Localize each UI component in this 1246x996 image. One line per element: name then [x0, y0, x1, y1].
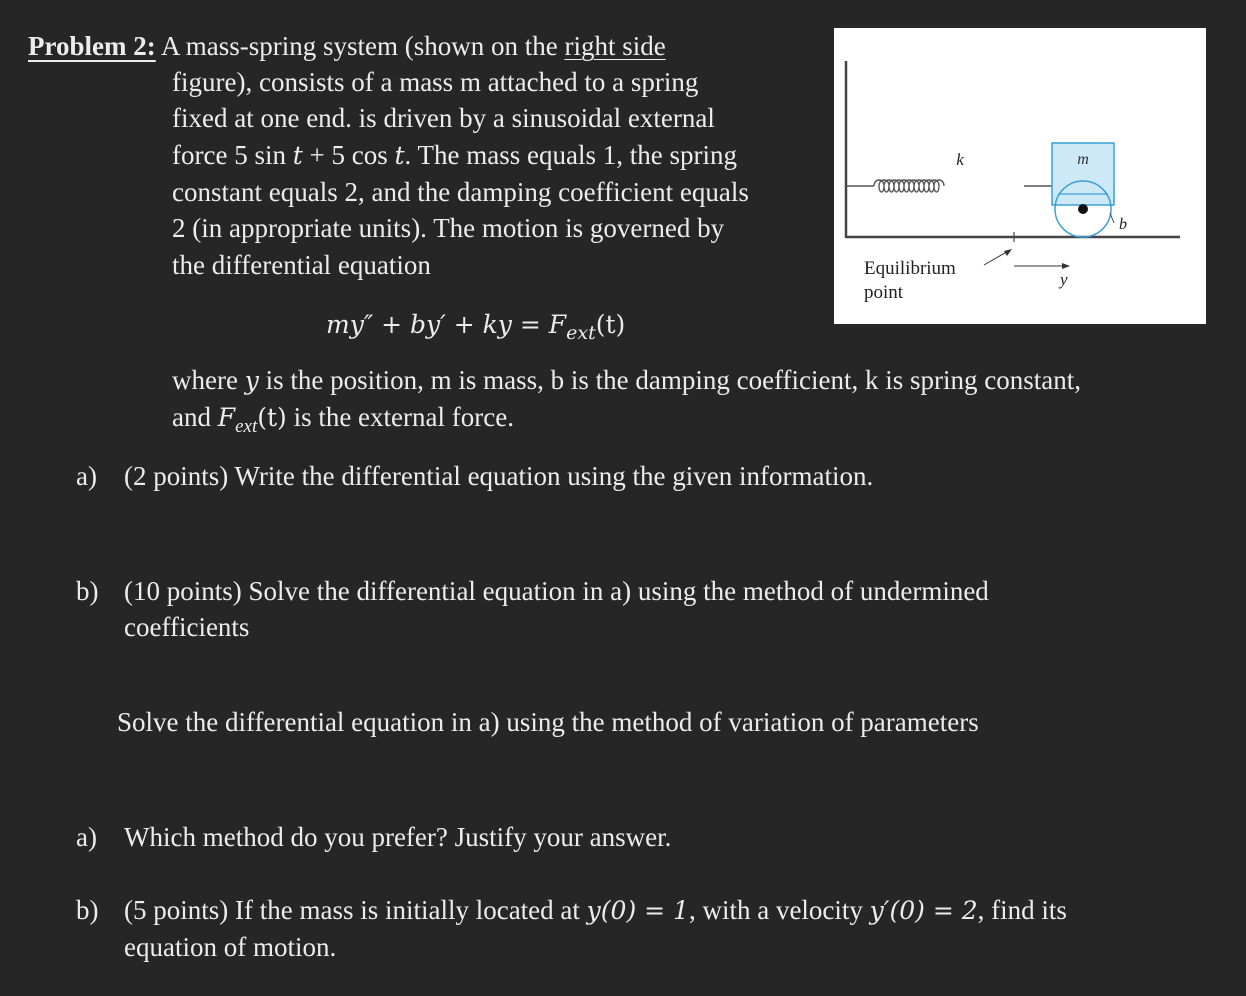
wheel-axle — [1078, 204, 1088, 214]
equilibrium-pointer-head — [1004, 249, 1012, 256]
point-label: point — [864, 282, 904, 303]
q3-label: a) — [76, 822, 97, 852]
equation-arg: (t) — [595, 310, 626, 339]
q4-tail: , find its — [977, 895, 1067, 925]
where-line — [172, 362, 1081, 399]
where-var: y — [244, 366, 259, 395]
problem-line-3: constant equals 2, and the damping coefficient equals — [172, 177, 749, 207]
q2-text-line1: (10 points) Solve the differential equation in a) using the method of undermined — [124, 576, 989, 606]
mass-label: m — [1077, 151, 1089, 168]
where-lead: where — [172, 365, 245, 395]
right-side-link[interactable]: right side — [564, 31, 666, 61]
and-lead: and — [172, 402, 218, 432]
force-mid: + 5 cos — [302, 140, 395, 170]
problem-heading-line — [28, 28, 666, 64]
q1-text: (2 points) Write the differential equation using the given information. — [124, 461, 874, 491]
and-rest: is the external force. — [286, 402, 514, 432]
force-tail: . The mass equals 1, the spring — [404, 140, 737, 170]
q4-text-line2: equation of motion. — [124, 932, 337, 962]
and-line — [172, 399, 514, 436]
mass-spring-diagram — [834, 28, 1206, 324]
y-axis-label: y — [1060, 270, 1068, 289]
problem-line-5: the differential equation — [172, 250, 431, 280]
equation-force: F — [548, 310, 567, 339]
q4-initial-velocity: y′(0) = 2 — [869, 896, 978, 925]
problem-line-1: figure), consists of a mass m attached to a spring — [172, 67, 699, 97]
equilibrium-label: Equilibrium — [864, 258, 956, 279]
force-var-t1: t — [292, 141, 303, 170]
q4-initial-position: y(0) = 1 — [586, 896, 689, 925]
force-line — [172, 137, 737, 174]
problem-line-4: 2 (in appropriate units). The motion is governed by — [172, 213, 725, 243]
q3-text: Which method do you prefer? Justify your answer. — [124, 822, 672, 852]
problem-line-2: fixed at one end. is driven by a sinusoidal external — [172, 103, 715, 133]
problem-heading: Problem 2: — [28, 31, 156, 61]
q4-lead: (5 points) If the mass is initially located at — [124, 895, 587, 925]
and-arg: (t) — [257, 403, 287, 432]
q1-label: a) — [76, 461, 97, 491]
force-lead: force 5 sin — [172, 140, 293, 170]
q4-label: b) — [76, 895, 99, 925]
force-var-t2: t — [394, 141, 405, 170]
q2-text-line2: coefficients — [124, 612, 250, 642]
and-force: F — [217, 403, 236, 432]
spring-coil — [874, 180, 944, 192]
q4-text-line1 — [124, 892, 1067, 929]
where-rest: is the position, m is mass, b is the damping coefficient, k is spring constant, — [258, 365, 1082, 395]
and-force-sub: ext — [235, 416, 258, 437]
equation-lhs: my″ + by′ + ky = — [326, 310, 549, 339]
q4-mid: , with a velocity — [688, 895, 870, 925]
damper-leader — [1110, 213, 1114, 223]
intro-lead: A mass-spring system (shown on the — [161, 31, 565, 61]
q2-label: b) — [76, 576, 99, 606]
governing-equation — [326, 307, 625, 343]
damper-label: b — [1119, 216, 1127, 233]
y-axis-arrowhead — [1062, 263, 1070, 269]
mass-spring-figure — [834, 28, 1206, 324]
variation-of-parameters-text: Solve the differential equation in a) using the method of variation of parameters — [117, 707, 979, 737]
equation-force-sub: ext — [566, 322, 596, 344]
spring-label: k — [956, 150, 964, 169]
